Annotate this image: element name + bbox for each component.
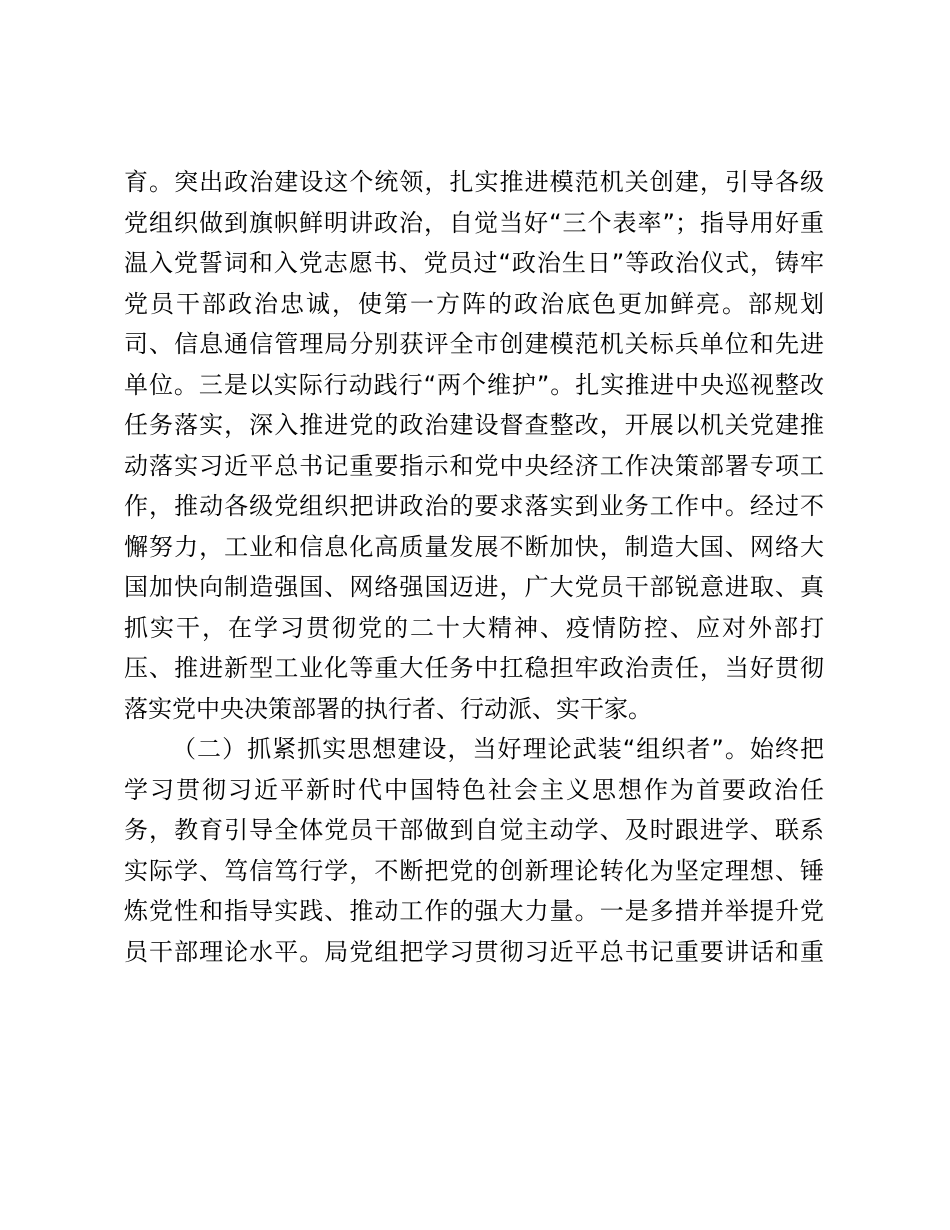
text-line: 学习贯彻习近平新时代中国特色社会主义思想作为首要政治任 [124, 775, 824, 804]
section-heading-line: （二）抓紧抓实思想建设，当好理论武装“组织者”。始终把 [172, 735, 824, 763]
text-line: 实际学、笃信笃行学，不断把党的创新理论转化为坚定理想、锤 [124, 856, 824, 885]
text-line: 落实党中央决策部署的执行者、行动派、实干家。 [124, 694, 652, 723]
text-line: 任务落实，深入推进党的政治建设督查整改，开展以机关党建推 [124, 411, 824, 439]
text-line: 作，推动各级党组织把讲政治的要求落实到业务工作中。经过不 [124, 492, 824, 520]
text-line: 温入党誓词和入党志愿书、党员过“政治生日”等政治仪式，铸牢 [124, 249, 824, 277]
text-line: 司、信息通信管理局分别获评全市创建模范机关标兵单位和先进 [124, 330, 824, 358]
text-line: 单位。三是以实际行动践行“两个维护”。扎实推进中央巡视整改 [124, 370, 824, 399]
text-line: 国加快向制造强国、网络强国迈进，广大党员干部锐意进取、真 [124, 573, 824, 601]
text-line: 炼党性和指导实践、推动工作的强大力量。一是多措并举提升党 [124, 897, 824, 925]
text-line: 党组织做到旗帜鲜明讲政治，自觉当好“三个表率”；指导用好重 [124, 208, 824, 237]
text-line: 员干部理论水平。局党组把学习贯彻习近平总书记重要讲话和重 [124, 937, 824, 966]
text-line: 抓实干，在学习贯彻党的二十大精神、疫情防控、应对外部打 [124, 613, 824, 642]
text-line: 务，教育引导全体党员干部做到自觉主动学、及时跟进学、联系 [124, 816, 824, 844]
text-line: 育。突出政治建设这个统领，扎实推进模范机关创建，引导各级 [124, 168, 824, 196]
text-line: 懈努力，工业和信息化高质量发展不断加快，制造大国、网络大 [124, 532, 824, 561]
text-line: 动落实习近平总书记重要指示和党中央经济工作决策部署专项工 [124, 451, 824, 480]
text-line: 党员干部政治忠诚，使第一方阵的政治底色更加鲜亮。部规划 [124, 289, 824, 318]
body-text [124, 162, 824, 972]
text-line: 压、推进新型工业化等重大任务中扛稳担牢政治责任，当好贯彻 [124, 654, 824, 682]
